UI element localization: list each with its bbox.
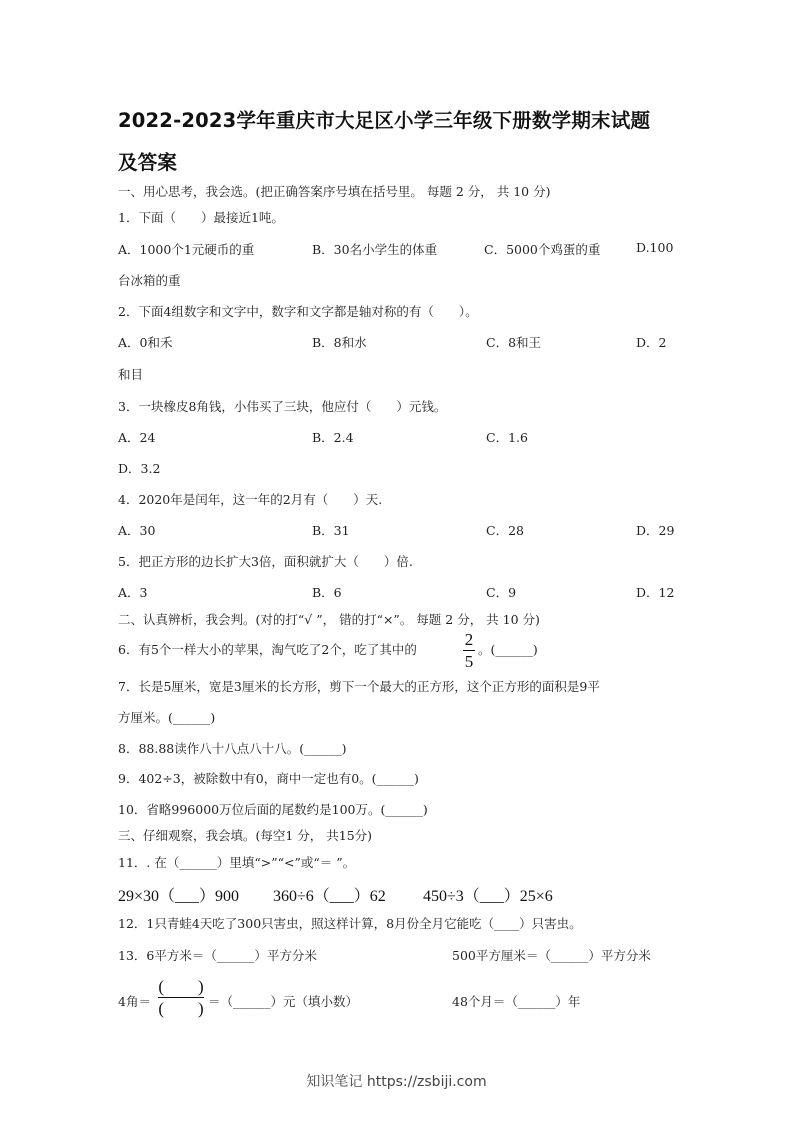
question-1-option-d-continued: 台冰箱的重 <box>118 273 181 288</box>
question-7-line-2: 方厘米。(______) <box>118 710 216 725</box>
question-1-option-d: D.100 <box>636 240 674 255</box>
question-7-line-1: 7．长是5厘米，宽是3厘米的长方形，剪下一个最大的正方形，这个正方形的面积是9平 <box>118 679 600 694</box>
question-5-option-c: C．9 <box>486 585 517 600</box>
question-1-option-a: A．1000个1元硬币的重 <box>118 242 255 257</box>
question-3-option-d: D．3.2 <box>118 461 161 476</box>
section-heading-judge: 二、认真辨析，我会判。(对的打“√ ”， 错的打“×”。 每题 2 分， 共 10 分) <box>118 612 540 627</box>
fraction-numerator: 2 <box>464 630 474 649</box>
question-6-text: 6．有5个一样大小的苹果，淘气吃了2个，吃了其中的 <box>118 642 417 657</box>
fraction-bar <box>158 997 204 998</box>
question-8: 8．88.88读作八十八点八十八。(______) <box>118 741 347 756</box>
fraction-bar <box>463 650 475 651</box>
question-11-expression-1: 29×30（___）900 <box>118 888 240 905</box>
question-11-stem: 11．. 在（______）里填“>”“<”或“＝ ”。 <box>118 855 356 870</box>
question-1-option-b: B．30名小学生的体重 <box>312 242 438 257</box>
question-1-option-c: C．5000个鸡蛋的重 <box>484 242 601 257</box>
question-2-stem: 2．下面4组数字和文字中，数字和文字都是轴对称的有（ ）。 <box>118 304 478 319</box>
question-5-option-a: A．3 <box>118 585 148 600</box>
question-2-option-d-continued: 和目 <box>118 367 144 382</box>
question-4-option-d: D．29 <box>636 523 675 538</box>
question-3-option-b: B．2.4 <box>312 430 354 445</box>
fraction-denominator: 5 <box>464 652 474 671</box>
question-13-right-1: 500平方厘米＝（______）平方分米 <box>452 948 651 963</box>
section-heading-fill: 三、仔细观察，我会填。(每空1 分， 共15分) <box>118 828 373 843</box>
question-6-answer-blank: 。(______) <box>478 642 538 657</box>
question-4-stem: 4．2020年是闰年，这一年的2月有（ ）天. <box>118 492 383 507</box>
question-13-left-2-suffix: ＝（______）元（填小数） <box>208 994 359 1009</box>
question-4-option-b: B．31 <box>312 523 350 538</box>
question-3-option-a: A．24 <box>118 430 156 445</box>
question-13-fraction-blank <box>158 977 204 1018</box>
fraction-denominator-blank: ( ) <box>158 999 204 1018</box>
section-heading-choice: 一、用心思考，我会选。(把正确答案序号填在括号里。 每题 2 分， 共 10 分) <box>118 184 551 199</box>
question-1-stem: 1．下面（ ）最接近1吨。 <box>118 210 284 225</box>
page-title: 2022-2023学年重庆市大足区小学三年级下册数学期末试题 <box>118 109 651 132</box>
question-3-stem: 3．一块橡皮8角钱，小伟买了三块，他应付（ ）元钱。 <box>118 399 447 414</box>
question-4-option-c: C．28 <box>486 523 524 538</box>
question-6-fraction <box>463 630 475 671</box>
question-2-option-b: B．8和水 <box>312 335 367 350</box>
fraction-numerator-blank: ( ) <box>158 977 204 996</box>
question-5-stem: 5．把正方形的边长扩大3倍，面积就扩大（ ）倍. <box>118 554 413 569</box>
question-13-left-2-prefix: 4角＝ <box>118 994 151 1009</box>
question-4-option-a: A．30 <box>118 523 156 538</box>
footer-watermark: 知识笔记 https://zsbiji.com <box>306 1074 487 1090</box>
question-2-option-c: C．8和王 <box>486 335 542 350</box>
question-11-expression-3: 450÷3（___）25×6 <box>423 888 553 905</box>
question-5-option-d: D．12 <box>636 585 675 600</box>
question-2-option-a: A．0和禾 <box>118 335 173 350</box>
question-13-left-1: 13．6平方米＝（______）平方分米 <box>118 948 317 963</box>
question-5-option-b: B．6 <box>312 585 342 600</box>
question-13-right-2: 48个月＝（______）年 <box>452 994 581 1009</box>
question-10: 10．省略996000万位后面的尾数约是100万。(______) <box>118 802 428 817</box>
question-2-option-d: D．2 <box>636 335 667 350</box>
question-3-option-c: C．1.6 <box>486 430 528 445</box>
question-11-expression-2: 360÷6（___）62 <box>273 888 386 905</box>
question-9: 9．402÷3，被除数中有0，商中一定也有0。(______) <box>118 771 419 786</box>
page-title-continued: 及答案 <box>118 151 178 174</box>
question-12: 12．1只青蛙4天吃了300只害虫，照这样计算，8月份全月它能吃（____）只害虫。 <box>118 916 582 931</box>
